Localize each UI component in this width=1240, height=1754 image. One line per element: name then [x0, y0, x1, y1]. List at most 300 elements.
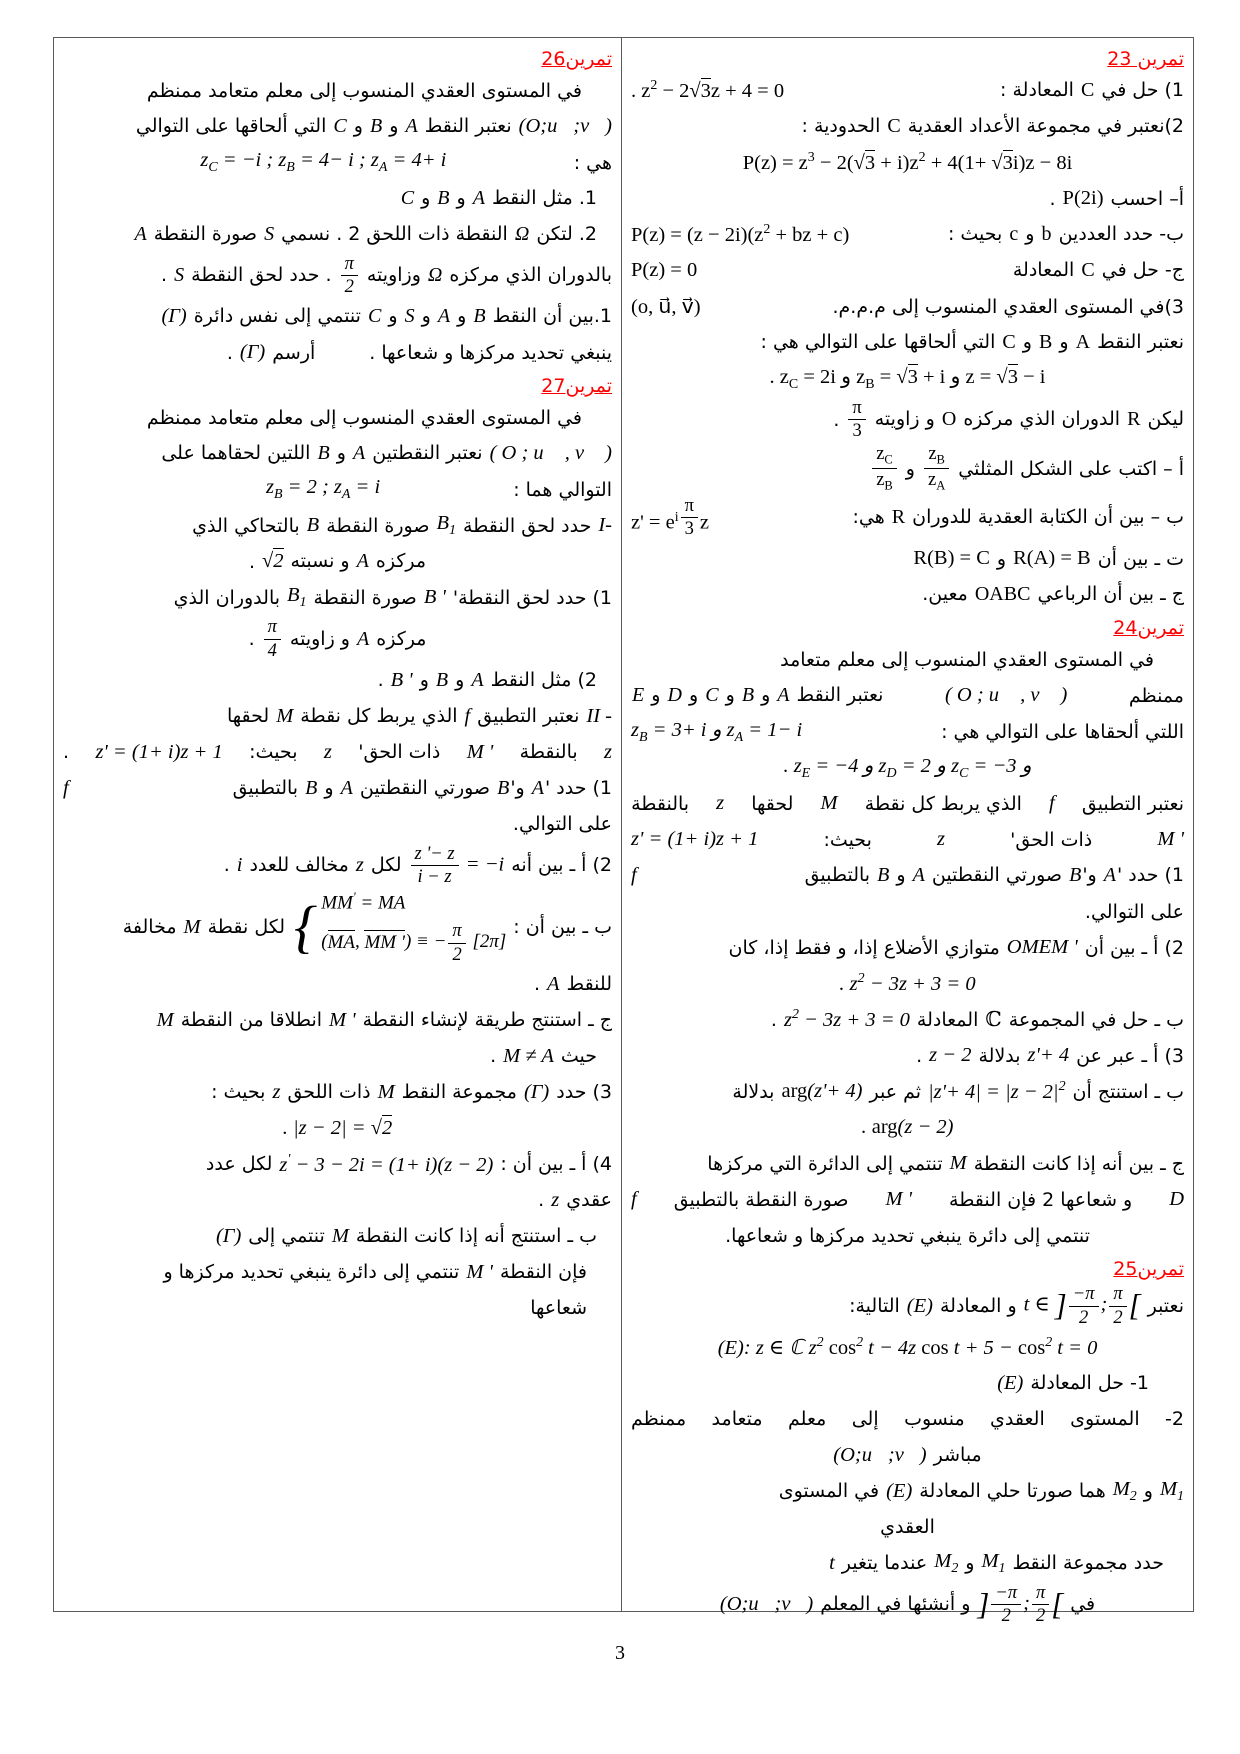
arabic-text: .: [533, 973, 540, 996]
text-line: [631, 253, 1184, 288]
math-expression: arg(z'+ 4): [781, 1080, 863, 1103]
math-expression: M: [331, 1224, 349, 1247]
system-line: (MA, MM ') ≡ − $\frac{\pi}{2}$ [2π]: [321, 921, 507, 965]
arabic-text: بالتحاكي الذي: [192, 514, 300, 537]
arabic-text: على التوالي.: [1084, 900, 1184, 923]
math-expression: (E): [997, 1371, 1024, 1394]
text-line: [631, 1074, 1184, 1109]
arabic-text: في المستوى العقدي المنسوب إلى معلم متعامد ممنظم: [146, 79, 582, 102]
arabic-text: 2) مثل النقط A و B و: [419, 668, 597, 691]
arabic-text: ت ـ بين أن: [1097, 547, 1184, 570]
text-line: [631, 1438, 1184, 1473]
spacer: [63, 489, 133, 490]
exercise-title: تمرين24: [1113, 617, 1184, 640]
text-line: [63, 616, 612, 661]
math-expression: i: [236, 853, 243, 876]
page-number: 3: [615, 1642, 625, 1664]
arabic-text: .: [248, 550, 255, 573]
text-line: [63, 217, 612, 252]
arabic-text: ج ـ بين أن الرباعي OABC معين.: [922, 583, 1184, 606]
text-line: [63, 735, 612, 770]
fraction: $\frac{\pi}{2}$: [341, 253, 358, 298]
math-expression: B ': [423, 586, 446, 609]
fraction: $\frac{\pi}{3}$: [681, 495, 698, 540]
arabic-text: المعادلة: [916, 1008, 979, 1031]
arabic-text: نعتبر التطبيق: [477, 705, 580, 728]
arabic-text: بحيث:: [249, 741, 298, 764]
text-line: [63, 1183, 612, 1218]
math-expression: B: [306, 514, 320, 537]
math-expression: t: [829, 1551, 835, 1574]
arabic-text: نعتبر النقط A و B و C و D و E: [632, 684, 884, 707]
arabic-text: العقدي: [880, 1516, 935, 1539]
arabic-text: 2. لتكن Ω النقطة ذات اللحق 2 . نسمي S صورة النقطة A: [134, 223, 597, 245]
arabic-text: 4) أ ـ بين أن :: [500, 1153, 612, 1176]
math-expression: M: [949, 1152, 967, 1175]
arabic-text: ب – بين أن الكتابة العقدية للدوران R هي:: [852, 506, 1184, 529]
math-expression: (o, u⃗, v⃗): [631, 296, 701, 318]
arabic-text: التالية:: [849, 1295, 900, 1317]
text-line: [63, 436, 612, 471]
arabic-text: ب ـ حل في المجموعة: [1008, 1008, 1184, 1031]
fraction: $\frac{\pi}{3}$: [848, 397, 865, 442]
text-line: [631, 325, 1184, 360]
text-line: [63, 1039, 612, 1074]
text-line: [63, 663, 612, 698]
arabic-text: 1. مثل النقط A و B و C: [400, 187, 597, 209]
column-left: [54, 38, 621, 1611]
math-expression: f: [1049, 792, 1055, 815]
text-line: [631, 1038, 1184, 1073]
arabic-text: بدلالة: [978, 1044, 1021, 1067]
arabic-text: تنتمي إلى: [248, 1225, 325, 1248]
arabic-text: مخالف للعدد: [249, 854, 349, 877]
text-line: [631, 73, 1184, 108]
arabic-text: و أنشئها في المعلم: [820, 1593, 971, 1616]
math-expression: (O;u⃗;v⃗): [719, 1592, 814, 1615]
arabic-text: عقدي: [566, 1189, 612, 1212]
arabic-text: تنتمي إلى الدائرة التي مركزها: [707, 1152, 943, 1175]
arabic-text: .: [770, 1008, 777, 1031]
math-expression: (O;u⃗;v⃗): [518, 115, 612, 137]
fraction: $\frac{\pi}{2}$: [1032, 1582, 1049, 1627]
arabic-text: مركزه A و زاويته: [289, 627, 427, 650]
math-expression: $M_2$: [934, 1549, 959, 1576]
math-expression: . $z^2 - 2√3z + 4 = 0$: [631, 78, 785, 102]
text-line: [631, 858, 1184, 893]
math-expression: $z^2 - 3z + 3 = 0$: [783, 1007, 910, 1032]
math-expression: (E): [886, 1479, 913, 1502]
arabic-text: نعتبر النقط A و B و C التي ألحاقها على التوالي: [135, 115, 512, 137]
arabic-text: مباشر: [933, 1444, 982, 1467]
math-expression: I-: [598, 514, 612, 537]
equation-system: [292, 889, 506, 966]
fraction: $\frac{\pi}{4}$: [264, 616, 281, 661]
math-expression: z' = (1+ i)z + 1: [631, 828, 759, 851]
text-line: [63, 1111, 612, 1146]
text-line: [631, 1002, 1184, 1037]
arabic-text: ب ـ استنتج أن: [1072, 1080, 1184, 1103]
arabic-text: حدد لحق النقطة: [463, 514, 592, 537]
math-expression: (Γ): [523, 1080, 550, 1103]
arabic-text: اللتي ألحقاها على التوالي هي :: [941, 720, 1184, 743]
arabic-text: لكل: [370, 854, 402, 877]
math-expression: z: [323, 740, 332, 763]
arabic-text: مركزه A و نسبته: [290, 550, 427, 573]
math-expression: M: [377, 1080, 395, 1103]
math-expression: . $z_C = 2i$ و $z_B = √3 + i$ و z = √3 − i: [769, 365, 1046, 393]
math-expression: $z_B = 2$ ; $z_A = i$: [266, 476, 381, 503]
math-expression: . arg(z − 2): [861, 1116, 954, 1139]
math-expression: z'+ 4: [1027, 1044, 1070, 1067]
math-expression: M: [183, 915, 201, 938]
arabic-text: .: [223, 854, 230, 877]
math-expression: M ': [329, 1008, 356, 1031]
arabic-text: 3) حدد: [556, 1081, 612, 1104]
arabic-text: .: [226, 341, 233, 364]
fraction: $\frac{z '- z}{i - z}$: [411, 843, 459, 888]
arabic-text: مخالفة: [122, 916, 177, 939]
text-line: [631, 714, 1184, 749]
arabic-text: مجموعة النقط: [401, 1081, 517, 1104]
text-line: [631, 145, 1184, 180]
arabic-text: لحقها: [751, 792, 794, 815]
arabic-text: أ– احسب: [1110, 187, 1184, 210]
arabic-text: 2- المستوى العقدي منسوب إلى معلم متعامد ممنظم: [631, 1407, 1184, 1430]
arabic-text: على التوالي.: [512, 813, 612, 836]
text-line: [63, 472, 612, 507]
arabic-text: 1) حدد 'A و'B صورتي النقطتين A و B بالتطبيق: [232, 776, 612, 799]
arabic-text: أرسم: [272, 341, 316, 364]
exercise-title: تمرين27: [541, 375, 612, 398]
text-line: [63, 1219, 612, 1254]
text-line: [631, 1474, 1184, 1509]
math-expression: M ': [466, 1260, 493, 1283]
content-box: [53, 37, 1194, 1626]
text-line: [63, 580, 612, 615]
system-line: MM' = MA: [321, 889, 406, 914]
fraction: $\frac{\pi}{2}$: [1109, 1283, 1126, 1328]
text-line: [63, 145, 612, 180]
fraction: $\frac{\pi}{2}$: [448, 920, 465, 965]
arabic-text: صورة النقطة: [326, 514, 430, 537]
arabic-text: ذات اللحق: [287, 1081, 371, 1104]
math-expression: f: [631, 1188, 637, 1211]
math-expression: z: [604, 740, 612, 763]
text-line: [631, 1218, 1184, 1253]
arabic-text: في المستوى العقدي المنسوب إلى معلم متعامد: [780, 648, 1154, 671]
text-line: [63, 771, 612, 806]
arabic-text: و: [905, 457, 915, 480]
math-expression: R(A) = B: [1013, 547, 1091, 570]
text-line: [63, 253, 612, 298]
math-expression: B ': [390, 668, 413, 691]
text-line: [63, 699, 612, 734]
fraction: $\frac{-\pi}{2}$: [1069, 1283, 1099, 1328]
math-expression: D: [1169, 1188, 1184, 1211]
math-expression: (Γ): [239, 341, 266, 364]
text-line: [631, 894, 1184, 929]
text-line: [63, 843, 612, 888]
text-line: [631, 1182, 1184, 1217]
arabic-text: . حدد لحق النقطة S .: [161, 264, 332, 287]
arabic-text: ج ـ بين أنه إذا كانت النقطة: [973, 1152, 1184, 1175]
math-expression: ( O ; u⃗ , v⃗ ): [489, 442, 612, 465]
text-line: [631, 1582, 1184, 1627]
arabic-text: ثم عبر: [869, 1080, 922, 1103]
arabic-text: تنتمي إلى دائرة ينبغي تحديد مركزها و: [163, 1261, 460, 1284]
arabic-text: ذات الحق': [358, 741, 441, 764]
arabic-text: و: [1143, 1480, 1153, 1503]
arabic-text: 2) أ ـ بين أنه: [511, 854, 612, 877]
arabic-text: 1- حل المعادلة: [1030, 1372, 1149, 1395]
math-expression: M ': [1157, 828, 1184, 851]
text-line: [631, 109, 1184, 144]
math-expression: II -: [586, 704, 612, 727]
arabic-text: نعتبر النقط A و B و C التي ألحاقها على التوالي هي :: [760, 331, 1184, 353]
arabic-text: 3)في المستوى العقدي المنسوب إلى م.م.م.: [832, 295, 1184, 318]
text-line: [63, 1147, 612, 1182]
text-line: [631, 966, 1184, 1001]
arabic-text: و: [965, 1552, 975, 1575]
text-line: [631, 678, 1184, 713]
math-expression: z: [551, 1188, 560, 1211]
arabic-text: .: [538, 1189, 545, 1212]
arabic-text: نعتبر النقطتين A و B اللتين لحقاهما على: [161, 442, 483, 465]
math-expression: $z' = e^{i \frac{\pi}{3}}$ z: [631, 495, 710, 540]
math-expression: $B_1$: [436, 512, 456, 539]
math-expression: (O;u⃗;v⃗): [833, 1443, 927, 1466]
arabic-text: صورة النقطة بالتطبيق: [673, 1188, 849, 1211]
text-line: [63, 1291, 612, 1326]
arabic-text: بالنقطة: [631, 792, 690, 815]
arabic-text: .: [490, 1045, 497, 1068]
arabic-text: 1) حل في C المعادلة :: [1000, 79, 1184, 101]
arabic-text: ممنظم: [1128, 684, 1184, 707]
math-expression: t ∈ ] $\frac{-\pi}{2}$ ; $\frac{\pi}{2}$ [: [1023, 1284, 1141, 1328]
arabic-text: حدد مجموعة النقط: [1012, 1552, 1164, 1575]
exercise-header: [631, 48, 1184, 70]
math-expression: (Γ): [161, 305, 187, 328]
math-expression: (E): z ∈ ℂ $z^2$ $\cos^2 t - 4z$ $\cos t + 5 - \cos^2 t = 0$: [717, 1334, 1098, 1359]
math-expression: z: [716, 792, 725, 815]
math-expression: P(2i): [1062, 187, 1104, 209]
arabic-text: بالدوران الذي مركزه Ω وزاويته: [366, 264, 612, 287]
text-line: [631, 495, 1184, 540]
text-line: [631, 930, 1184, 965]
arabic-text: في: [1070, 1593, 1096, 1616]
math-expression: M ': [885, 1188, 913, 1211]
math-expression: f: [631, 864, 637, 887]
text-line: [631, 289, 1184, 324]
arabic-text: للنقط: [566, 973, 612, 996]
fraction: $\frac{z_C}{z_B}$: [872, 443, 897, 494]
text-line: [631, 397, 1184, 442]
text-line: [631, 541, 1184, 576]
math-expression: OMEM ': [1006, 936, 1078, 959]
exercise-title: تمرين 23: [1107, 48, 1184, 70]
text-line: [63, 299, 612, 334]
arabic-text: أ – اكتب على الشكل المثلثي: [958, 457, 1184, 480]
arabic-text: و المعادلة: [939, 1295, 1017, 1317]
text-line: [63, 508, 612, 543]
math-expression: . $z_E = -4$ و $z_D = 2$ و $z_C = -3$ و: [783, 755, 1032, 782]
arabic-text: تنتمي إلى دائرة ينبغي تحديد مركزها و شعاعها.: [725, 1224, 1090, 1247]
arabic-text: .: [916, 1044, 923, 1067]
arabic-text: 3) أ ـ عبر عن: [1076, 1044, 1184, 1067]
arabic-text: ليكن R الدوران الذي مركزه O و زاويته: [874, 408, 1184, 431]
math-expression: $M_1$: [1159, 1477, 1184, 1504]
arabic-text: لكل نقطة: [207, 916, 285, 939]
text-line: [631, 1366, 1184, 1401]
text-line: [63, 807, 612, 842]
arabic-text: هي :: [573, 151, 612, 174]
math-expression: $\frac{z '- z}{i - z}$ = −i: [409, 843, 505, 888]
text-line: [63, 544, 612, 579]
brace: {: [294, 894, 318, 960]
math-expression: . $z^2 - 3z + 3 = 0$: [839, 971, 976, 996]
arabic-text: .: [833, 408, 840, 431]
arabic-text: بحيث:: [823, 828, 872, 851]
text-line: [631, 217, 1184, 252]
text-line: [63, 73, 612, 108]
text-line: [63, 335, 612, 370]
text-line: [631, 1330, 1184, 1365]
arabic-text: 2) أ ـ بين أن: [1084, 936, 1184, 959]
arabic-text: بالنقطة: [519, 741, 578, 764]
math-expression: z' − 3 − 2i = (1+ i)(z − 2): [279, 1151, 494, 1176]
arabic-text: هما صورتا حلي المعادلة: [919, 1480, 1106, 1503]
spacer: [322, 352, 362, 353]
math-expression: $P(z) = (z - 2i)(z^2$ + bz + c): [631, 222, 850, 246]
arabic-text: فإن النقطة: [499, 1261, 587, 1284]
math-expression: z' = (1+ i)z + 1: [95, 740, 223, 763]
math-expression: M: [276, 704, 294, 727]
arabic-text: 2)نعتبر في مجموعة الأعداد العقدية C الحدودية :: [801, 115, 1184, 137]
arabic-text: لكل عدد: [205, 1153, 273, 1176]
arabic-text: ب ـ بين أن :: [513, 916, 612, 939]
text-line: [63, 1003, 612, 1038]
text-line: [631, 642, 1184, 677]
arabic-text: في المستوى العقدي المنسوب إلى معلم متعامد ممنظم: [146, 406, 582, 429]
math-expression: √2: [261, 550, 284, 573]
text-line: [631, 1146, 1184, 1181]
text-line: [631, 1546, 1184, 1581]
arabic-text: الذي يربط كل نقطة: [864, 792, 1022, 815]
math-expression: ( O ; u⃗ , v⃗ ): [944, 684, 1068, 707]
text-line: [631, 1110, 1184, 1145]
math-expression: f: [464, 704, 471, 727]
text-line: [631, 181, 1184, 216]
arabic-text: بحيث :: [211, 1081, 266, 1104]
math-expression: z: [937, 828, 946, 851]
math-expression: . |z − 2| = √2: [282, 1116, 393, 1139]
arabic-text: بالدوران الذي: [173, 586, 281, 609]
math-expression: (Γ): [215, 1224, 242, 1247]
arabic-text: في المستوى: [778, 1480, 880, 1503]
arabic-text: ب- حدد العددين b و c بحيث :: [947, 223, 1184, 245]
text-line: [631, 750, 1184, 785]
fraction: $\frac{z_B}{z_A}$: [924, 443, 949, 494]
math-expression: z − 2: [929, 1044, 972, 1067]
math-expression: $B_1$: [287, 584, 307, 611]
arabic-text: صورة النقطة: [313, 586, 417, 609]
text-line: [631, 443, 1184, 494]
math-expression: $M_2$: [1112, 1477, 1137, 1504]
text-line: [63, 109, 612, 144]
arabic-text: و: [996, 547, 1007, 570]
text-line: [63, 1075, 612, 1110]
math-expression: z: [355, 853, 364, 876]
math-expression: ℂ: [985, 1009, 1002, 1032]
math-expression: $|z'+ 4| = |z - 2|^2$: [928, 1079, 1066, 1104]
math-expression: z: [272, 1080, 281, 1103]
arabic-text: .: [1049, 187, 1056, 210]
math-expression: f: [63, 776, 69, 799]
math-expression: (E): [906, 1294, 933, 1317]
math-expression: M: [820, 792, 838, 815]
spacer: [63, 162, 73, 163]
arabic-text: بدلالة: [732, 1080, 775, 1103]
arabic-text: .: [63, 741, 70, 764]
math-expression: ] $\frac{-\pi}{2}$ ; $\frac{\pi}{2}$ [: [977, 1582, 1064, 1626]
math-expression: R(B) = C: [913, 547, 990, 570]
arabic-text: ج- حل في C المعادلة: [1012, 259, 1184, 281]
arabic-text: شعاعها: [530, 1297, 587, 1320]
math-expression: P(z) = 0: [631, 259, 698, 281]
exercise-title: تمرين25: [1113, 1258, 1184, 1281]
arabic-text: ب ـ استنتج أنه إذا كانت النقطة: [355, 1225, 597, 1248]
math-expression: M ': [466, 740, 494, 763]
arabic-text: 1) حدد 'A و'B صورتي النقطتين A و B بالتطبيق: [804, 864, 1184, 887]
arabic-text: ينبغي تحديد مركزها و شعاعها .: [369, 341, 612, 364]
text-line: [631, 1402, 1184, 1437]
math-expression: $P(z) = z^3 - 2(√3 + i)z^2 + 4(1+ √3i)z - 8i$: [742, 150, 1073, 174]
fraction: $\frac{-\pi}{2}$: [991, 1582, 1021, 1627]
text-line: [631, 1283, 1184, 1328]
math-expression: $z_C = -i$ ; $z_B = 4- i$ ; $z_A = 4+ i$: [200, 148, 447, 176]
math-expression: A: [547, 972, 560, 995]
arabic-text: التوالي هما :: [513, 478, 612, 501]
text-line: [631, 786, 1184, 821]
text-line: [63, 967, 612, 1002]
column-right: [621, 38, 1193, 1626]
arabic-text: حيث: [560, 1045, 597, 1068]
text-line: [631, 577, 1184, 612]
arabic-text: 1.بين أن النقط B و A و S و C تنتمي إلى نفس دائرة: [193, 305, 612, 328]
arabic-text: لحقها: [227, 705, 270, 728]
math-expression: $z_B = 3+ i$ و $z_A = 1- i$: [631, 719, 803, 746]
text-line: [63, 1255, 612, 1290]
exercise-header: [63, 375, 612, 397]
exercise-header: [631, 617, 1184, 639]
text-line: [63, 400, 612, 435]
arabic-text: انطلاقا من النقطة: [180, 1009, 323, 1032]
text-line: [631, 1510, 1184, 1545]
arabic-text: نعتبر التطبيق: [1081, 792, 1184, 815]
text-line: [63, 889, 612, 966]
arabic-text: الذي يربط كل نقطة: [300, 705, 458, 728]
arabic-text: 1) حدد لحق النقطة': [452, 586, 612, 609]
arabic-text: ج ـ استنتج طريقة لإنشاء النقطة: [362, 1009, 612, 1032]
exercise-header: [63, 48, 612, 70]
arabic-text: .: [248, 628, 255, 651]
text-line: [631, 822, 1184, 857]
arabic-text: ذات الحق': [1010, 828, 1093, 851]
arabic-text: .: [377, 669, 384, 692]
exercise-header: [631, 1258, 1184, 1280]
arabic-text: نعتبر: [1147, 1295, 1184, 1317]
